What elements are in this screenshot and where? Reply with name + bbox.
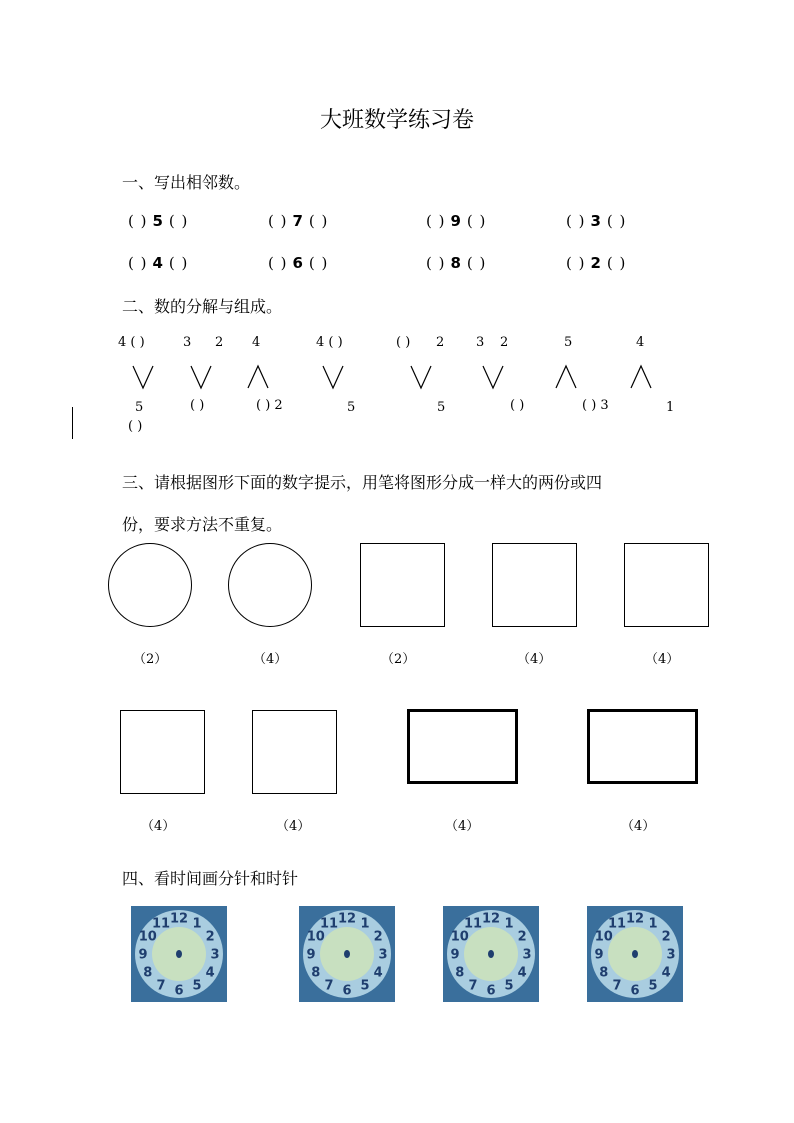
blank-right[interactable]: ( ) (466, 254, 487, 272)
circle-shape-1[interactable] (108, 543, 192, 627)
decomp-top-4: 4 ( ) (316, 335, 343, 350)
clock-number: 7 (156, 978, 166, 994)
clock-face-4[interactable] (587, 906, 683, 1002)
clock-number: 5 (192, 978, 202, 994)
clock-number: 5 (648, 978, 658, 994)
decomp-top-2b: 2 (215, 335, 224, 350)
split-down-mark (411, 366, 431, 388)
neighbor-item (268, 254, 328, 272)
blank-right[interactable]: ( ) (168, 254, 189, 272)
neighbor-item (128, 254, 188, 272)
decomp-top-7: 5 (564, 335, 573, 350)
blank-right[interactable]: ( ) (466, 212, 487, 230)
blank-left[interactable]: ( ) (566, 254, 586, 272)
blank-left[interactable]: ( ) (268, 254, 288, 272)
clock-face-1[interactable] (131, 906, 227, 1002)
shape-label-6: （4） (141, 819, 176, 834)
rectangle-shape-2[interactable] (587, 709, 698, 784)
clock-number: 12 (169, 911, 189, 927)
blank-right[interactable]: ( ) (606, 212, 627, 230)
split-down-mark (191, 366, 211, 388)
neighbor-item (566, 254, 626, 272)
clock-number: 5 (504, 978, 514, 994)
clock-number: 11 (463, 916, 483, 932)
page-title: 大班数学练习卷 (319, 108, 474, 133)
clock-number: 11 (151, 916, 171, 932)
clock-number: 8 (143, 965, 153, 981)
given-number: 4 (152, 254, 164, 272)
decomp-top-3: 4 (252, 335, 261, 350)
square-shape-5[interactable] (252, 710, 337, 794)
clock-number: 7 (612, 978, 622, 994)
square-shape-3[interactable] (624, 543, 709, 627)
clock-number: 12 (481, 911, 501, 927)
given-number: 9 (450, 212, 462, 230)
clock-number: 4 (373, 965, 383, 981)
shape-label-7: （4） (276, 819, 311, 834)
clock-number: 6 (174, 983, 184, 999)
clock-number: 7 (468, 978, 478, 994)
square-shape-2[interactable] (492, 543, 577, 627)
neighbor-item (128, 212, 188, 230)
clock-number: 2 (661, 929, 671, 945)
clock-number: 10 (450, 929, 469, 945)
clock-number: 3 (210, 947, 220, 963)
decomp-bottom-6: ( ) (510, 398, 525, 413)
split-down-mark (133, 366, 153, 388)
clock-face-3[interactable] (443, 906, 539, 1002)
neighbor-item (268, 212, 328, 230)
clock-center-dot (488, 950, 494, 958)
clock-number: 9 (594, 947, 604, 963)
decomp-top-5a: ( ) (396, 335, 411, 350)
clock-number: 9 (450, 947, 460, 963)
decomp-marks (0, 362, 794, 402)
blank-left[interactable]: ( ) (128, 212, 148, 230)
clock-number: 10 (594, 929, 613, 945)
section1-heading: 一、写出相邻数。 (122, 173, 251, 192)
clock-number: 12 (337, 911, 357, 927)
clock-number: 9 (306, 947, 316, 963)
clock-number: 1 (360, 916, 370, 932)
clock-number: 8 (599, 965, 609, 981)
blank-right[interactable]: ( ) (308, 254, 329, 272)
split-up-mark (631, 366, 651, 388)
blank-left[interactable]: ( ) (426, 212, 446, 230)
blank-right[interactable]: ( ) (168, 212, 189, 230)
clock-number: 2 (373, 929, 383, 945)
shape-label-2: （4） (253, 652, 288, 667)
shape-label-3: （2） (381, 652, 416, 667)
clock-number: 6 (486, 983, 496, 999)
given-number: 5 (152, 212, 164, 230)
neighbor-item (426, 212, 486, 230)
neighbor-item (426, 254, 486, 272)
clock-number: 3 (522, 947, 532, 963)
decomp-bottom-1: 5 (135, 400, 144, 415)
shape-label-5: （4） (645, 652, 680, 667)
rectangle-shape-1[interactable] (407, 709, 518, 784)
split-up-mark (556, 366, 576, 388)
decomp-bottom-2: ( ) (190, 398, 205, 413)
decomp-bottom-5: 5 (437, 400, 446, 415)
square-shape-4[interactable] (120, 710, 205, 794)
blank-right[interactable]: ( ) (308, 212, 329, 230)
clock-number: 4 (517, 965, 527, 981)
section3-heading-line1: 三、请根据图形下面的数字提示，用笔将图形分成一样大的两份或四 (122, 473, 603, 492)
clock-number: 12 (625, 911, 645, 927)
clock-number: 3 (666, 947, 676, 963)
blank-right[interactable]: ( ) (606, 254, 627, 272)
shape-label-1: （2） (133, 652, 168, 667)
clock-face-2[interactable] (299, 906, 395, 1002)
section2-heading: 二、数的分解与组成。 (122, 297, 283, 316)
given-number: 7 (292, 212, 304, 230)
decomp-top-6a: 3 (476, 335, 485, 350)
neighbor-item (566, 212, 626, 230)
clock-number: 6 (630, 983, 640, 999)
clock-number: 6 (342, 983, 352, 999)
clock-number: 7 (324, 978, 334, 994)
decomp-top-2a: 3 (183, 335, 192, 350)
clock-number: 5 (360, 978, 370, 994)
blank-left[interactable]: ( ) (128, 254, 148, 272)
decomp-bottom-8: 1 (666, 400, 675, 415)
clock-number: 4 (661, 965, 671, 981)
decomp-bottom-4: 5 (347, 400, 356, 415)
clock-number: 2 (517, 929, 527, 945)
decomp-bottom-extra: ( ) (128, 419, 143, 434)
shape-label-8: （4） (445, 819, 480, 834)
clock-number: 11 (319, 916, 339, 932)
section4-heading: 四、看时间画分针和时针 (122, 869, 299, 888)
decomp-top-5b: 2 (436, 335, 445, 350)
given-number: 3 (590, 212, 602, 230)
split-up-mark (248, 366, 268, 388)
clock-number: 1 (504, 916, 514, 932)
clock-number: 8 (455, 965, 465, 981)
blank-left[interactable]: ( ) (426, 254, 446, 272)
clock-number: 10 (138, 929, 157, 945)
text-cursor (72, 407, 73, 439)
clock-number: 1 (648, 916, 658, 932)
split-down-mark (323, 366, 343, 388)
shape-label-4: （4） (517, 652, 552, 667)
section3-heading-line2: 份，要求方法不重复。 (122, 515, 283, 534)
decomp-top-6b: 2 (500, 335, 509, 350)
decomp-top-8: 4 (636, 335, 645, 350)
decomp-top-1: 4 ( ) (118, 335, 145, 350)
circle-shape-2[interactable] (228, 543, 312, 627)
given-number: 6 (292, 254, 304, 272)
clock-center-dot (344, 950, 350, 958)
clock-number: 2 (205, 929, 215, 945)
clock-number: 9 (138, 947, 148, 963)
decomp-bottom-7: ( ) 3 (582, 398, 609, 413)
blank-left[interactable]: ( ) (566, 212, 586, 230)
clock-number: 8 (311, 965, 321, 981)
clock-center-dot (632, 950, 638, 958)
shape-label-9: （4） (621, 819, 656, 834)
clock-number: 4 (205, 965, 215, 981)
clock-number: 3 (378, 947, 388, 963)
blank-left[interactable]: ( ) (268, 212, 288, 230)
square-shape-1[interactable] (360, 543, 445, 627)
clock-number: 10 (306, 929, 325, 945)
given-number: 2 (590, 254, 602, 272)
clock-number: 1 (192, 916, 202, 932)
given-number: 8 (450, 254, 462, 272)
clock-number: 11 (607, 916, 627, 932)
decomp-bottom-3: ( ) 2 (256, 398, 283, 413)
split-down-mark (483, 366, 503, 388)
clock-center-dot (176, 950, 182, 958)
